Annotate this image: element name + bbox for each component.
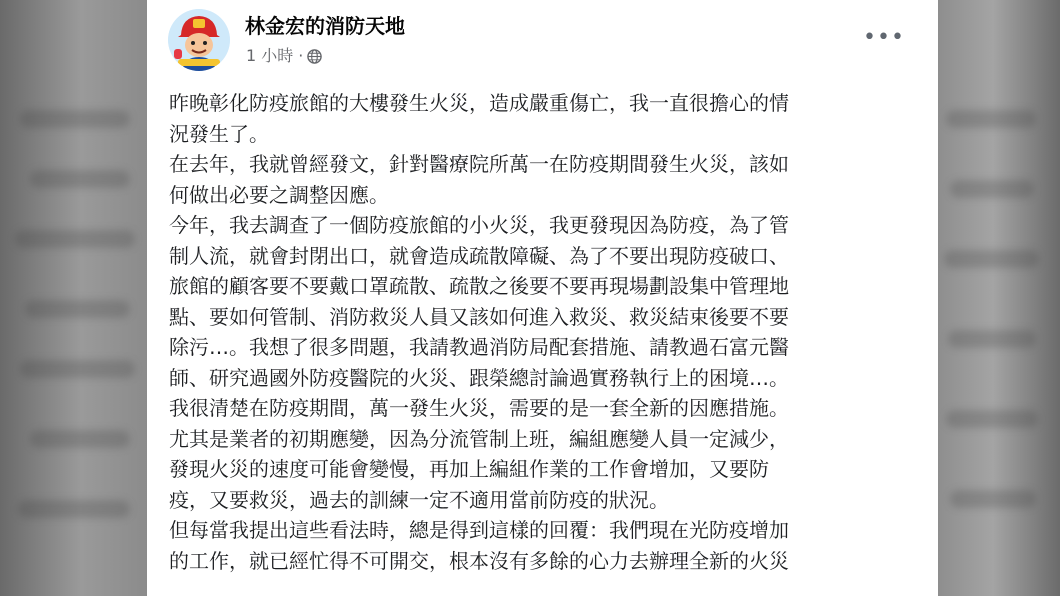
blurred-text <box>950 180 1034 198</box>
blurred-background-left <box>0 0 147 596</box>
page-name-link[interactable]: 林金宏的消防天地 <box>245 14 405 38</box>
post-text-line: 昨晚彰化防疫旅館的大樓發生火災，造成嚴重傷亡，我一直很擔心的情 <box>169 91 789 115</box>
post-text-line: 的工作，就已經忙得不可開交，根本沒有多餘的心力去辦理全新的火災 <box>169 548 789 573</box>
post-text-line: 師、研究過國外防疫醫院的火災、跟榮總討論過實務執行上的困境…。 <box>169 365 789 390</box>
blurred-text <box>15 230 135 248</box>
post-text-line: 尤其是業者的初期應變，因為分流管制上班，編組應變人員一定減少， <box>169 426 789 451</box>
blurred-text <box>20 360 135 378</box>
blurred-text <box>25 300 130 318</box>
post-text-line: 但每當我提出這些看法時，總是得到這樣的回覆：我們現在光防疫增加 <box>169 518 789 542</box>
blurred-text <box>30 170 130 188</box>
post-timestamp[interactable]: 1 小時 <box>246 46 294 65</box>
post-text-line: 我很清楚在防疫期間，萬一發生火災，需要的是一套全新的因應措施。 <box>169 396 789 420</box>
globe-icon[interactable] <box>307 49 322 64</box>
blurred-text <box>30 430 130 448</box>
meta-separator: · <box>298 46 304 65</box>
post-text-line: 除污…。我想了很多問題，我請教過消防局配套措施、請教過石富元醫 <box>169 335 789 359</box>
post-text-line: 旅館的顧客要不要戴口罩疏散、疏散之後要不要再現場劃設集中管理地 <box>169 274 789 298</box>
blurred-text <box>946 410 1038 428</box>
post-text-line: 今年，我去調查了一個防疫旅館的小火災，我更發現因為防疫，為了管 <box>169 213 789 237</box>
blurred-text <box>944 250 1039 268</box>
post-text-line: 何做出必要之調整因應。 <box>169 182 389 207</box>
blurred-text <box>946 110 1036 128</box>
more-options-button[interactable]: ••• <box>863 25 905 50</box>
blurred-text <box>950 490 1036 508</box>
blurred-text <box>948 330 1036 348</box>
blurred-background-right <box>938 0 1060 596</box>
post-text-line: 況發生了。 <box>169 121 269 146</box>
facebook-post <box>147 0 938 596</box>
firefighter-mascot-icon[interactable] <box>168 9 230 71</box>
post-text-line: 發現火災的速度可能會變慢，再加上編組作業的工作會增加，又要防 <box>169 457 769 481</box>
post-text-line: 在去年，我就曾經發文，針對醫療院所萬一在防疫期間發生火災，該如 <box>169 152 789 176</box>
post-text-line: 制人流，就會封閉出口，就會造成疏散障礙、為了不要出現防疫破口、 <box>169 243 789 268</box>
post-text-line: 點、要如何管制、消防救災人員又該如何進入救災、救災結束後要不要 <box>169 304 789 329</box>
post-body <box>169 88 909 576</box>
post-text-line: 疫，又要救災，過去的訓練一定不適用當前防疫的狀況。 <box>169 487 669 512</box>
post-meta <box>246 45 322 67</box>
blurred-text <box>18 500 130 518</box>
blurred-text <box>20 110 130 128</box>
